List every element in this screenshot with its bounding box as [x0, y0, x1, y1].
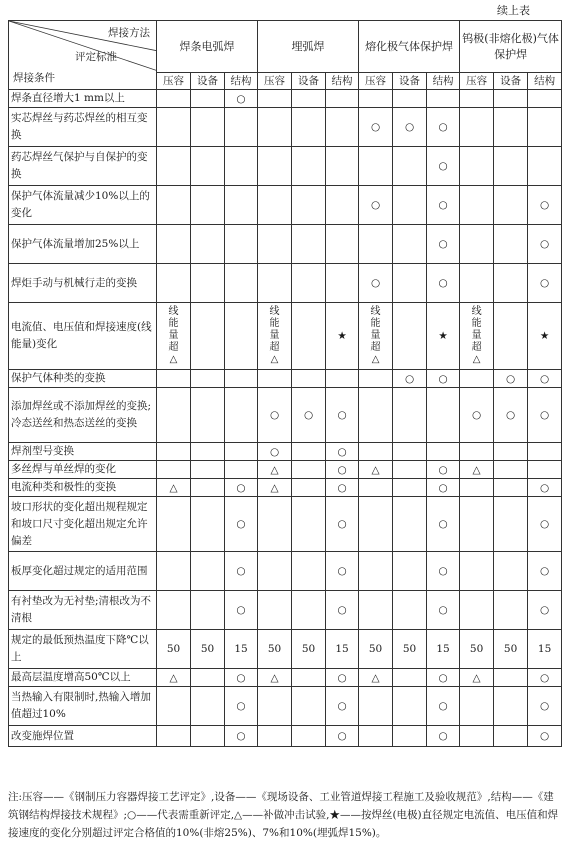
mark-cell [258, 147, 292, 186]
mark-cell [528, 108, 562, 147]
mark-cell [494, 669, 528, 687]
condition-cell: 实芯焊丝与药芯焊丝的相互变换 [9, 108, 157, 147]
condition-cell: 最高层温度增高50℃以上 [9, 669, 157, 687]
mark-cell: ○ [326, 443, 359, 461]
mark-cell [359, 90, 393, 108]
mark-cell [359, 552, 393, 591]
mark-cell [494, 303, 528, 370]
mark-cell: ○ [528, 497, 562, 552]
mark-cell [191, 264, 225, 303]
mark-cell [258, 108, 292, 147]
mark-cell [359, 687, 393, 726]
condition-cell: 保护气体种类的变换 [9, 370, 157, 388]
mark-cell [460, 370, 494, 388]
table-row [9, 225, 562, 264]
sub-header: 结构 [528, 73, 562, 90]
mark-cell: ○ [326, 388, 359, 443]
mark-cell: ○ [528, 264, 562, 303]
mark-cell: ○ [225, 497, 258, 552]
mark-cell [191, 388, 225, 443]
mark-cell: △ [258, 479, 292, 497]
sub-header: 结构 [427, 73, 460, 90]
mark-cell: 15 [427, 630, 460, 669]
mark-cell [191, 461, 225, 479]
mark-cell [393, 225, 427, 264]
mark-cell [157, 264, 191, 303]
mark-cell [292, 90, 326, 108]
mark-cell [460, 108, 494, 147]
mark-cell [427, 90, 460, 108]
mark-cell [460, 264, 494, 303]
mark-cell [157, 552, 191, 591]
mark-cell [225, 147, 258, 186]
condition-cell: 焊炬手动与机械行走的变换 [9, 264, 157, 303]
mark-cell: △ [258, 461, 292, 479]
mark-cell [326, 264, 359, 303]
table-row [9, 186, 562, 225]
mark-cell [225, 370, 258, 388]
mark-cell [258, 90, 292, 108]
mark-cell [225, 186, 258, 225]
mark-cell [191, 108, 225, 147]
mark-cell [393, 90, 427, 108]
mark-cell [191, 443, 225, 461]
mark-cell: ○ [528, 225, 562, 264]
mark-cell [157, 461, 191, 479]
mark-cell [460, 303, 494, 370]
mark-cell [359, 726, 393, 747]
mark-cell: ○ [258, 443, 292, 461]
mark-cell: ○ [427, 147, 460, 186]
mark-cell [460, 90, 494, 108]
mark-cell [258, 225, 292, 264]
mark-cell [460, 147, 494, 186]
mark-cell [393, 147, 427, 186]
mark-cell [292, 303, 326, 370]
mark-cell [191, 225, 225, 264]
mark-cell [157, 370, 191, 388]
table-row [9, 147, 562, 186]
mark-cell: ○ [528, 687, 562, 726]
table-row [9, 303, 562, 370]
mark-cell: ○ [326, 497, 359, 552]
mark-cell [494, 591, 528, 630]
mark-cell [393, 461, 427, 479]
mark-cell [393, 687, 427, 726]
corner-spec-label: 评定标准 [75, 51, 117, 63]
mark-cell [157, 591, 191, 630]
mark-cell: ○ [427, 726, 460, 747]
mark-cell: 50 [494, 630, 528, 669]
mark-cell [191, 726, 225, 747]
mark-cell [393, 591, 427, 630]
mark-cell [292, 370, 326, 388]
mark-cell [494, 497, 528, 552]
condition-cell: 板厚变化超过规定的适用范围 [9, 552, 157, 591]
mark-cell: 15 [528, 630, 562, 669]
mark-cell: △ [460, 669, 494, 687]
mark-cell [494, 186, 528, 225]
mark-cell [191, 147, 225, 186]
mark-cell: ○ [427, 687, 460, 726]
mark-cell [427, 443, 460, 461]
mark-cell [225, 303, 258, 370]
mark-cell [528, 90, 562, 108]
vertical-mark-text: 线能量超△ [269, 306, 280, 365]
mark-cell [393, 669, 427, 687]
mark-cell [157, 147, 191, 186]
mark-cell [326, 147, 359, 186]
mark-cell [460, 687, 494, 726]
mark-cell [157, 726, 191, 747]
mark-cell: ○ [326, 591, 359, 630]
mark-cell [460, 726, 494, 747]
mark-cell: ○ [225, 479, 258, 497]
mark-cell [359, 147, 393, 186]
mark-cell: ○ [225, 552, 258, 591]
table-row [9, 630, 562, 669]
mark-cell: ○ [528, 388, 562, 443]
table-row [9, 388, 562, 443]
mark-cell [258, 264, 292, 303]
condition-cell: 药芯焊丝气保护与自保护的变换 [9, 147, 157, 186]
mark-cell [292, 264, 326, 303]
mark-cell: ○ [427, 479, 460, 497]
condition-cell: 改变施焊位置 [9, 726, 157, 747]
mark-cell: ○ [427, 552, 460, 591]
mark-cell: △ [157, 479, 191, 497]
mark-cell: ○ [225, 591, 258, 630]
sub-header: 设备 [191, 73, 225, 90]
mark-cell: ○ [225, 669, 258, 687]
mark-cell [528, 443, 562, 461]
condition-cell: 电流种类和极性的变换 [9, 479, 157, 497]
vertical-mark-text: 线能量超△ [168, 306, 179, 365]
mark-cell [258, 497, 292, 552]
mark-cell [393, 264, 427, 303]
mark-cell: ○ [326, 461, 359, 479]
mark-cell [191, 479, 225, 497]
mark-cell [359, 591, 393, 630]
mark-cell: △ [359, 461, 393, 479]
mark-cell: △ [157, 669, 191, 687]
group-header: 熔化极气体保护焊 [359, 21, 460, 73]
mark-cell: △ [359, 669, 393, 687]
mark-cell [292, 108, 326, 147]
mark-cell: ○ [494, 388, 528, 443]
mark-cell: ○ [326, 479, 359, 497]
mark-cell [393, 388, 427, 443]
mark-cell [292, 687, 326, 726]
mark-cell [326, 186, 359, 225]
mark-cell [460, 186, 494, 225]
mark-cell: 50 [157, 630, 191, 669]
table-row [9, 108, 562, 147]
mark-cell [292, 225, 326, 264]
condition-cell: 焊条直径增大1 mm以上 [9, 90, 157, 108]
mark-cell [359, 388, 393, 443]
mark-cell [494, 552, 528, 591]
mark-cell [157, 443, 191, 461]
mark-cell [157, 186, 191, 225]
table-row [9, 726, 562, 747]
mark-cell [225, 108, 258, 147]
mark-cell [359, 225, 393, 264]
group-header: 钨极(非熔化极)气体保护焊 [460, 21, 562, 73]
mark-cell: 15 [225, 630, 258, 669]
mark-cell [494, 687, 528, 726]
mark-cell [393, 479, 427, 497]
mark-cell [393, 552, 427, 591]
mark-cell [359, 497, 393, 552]
sub-header: 压容 [157, 73, 191, 90]
table-row [9, 443, 562, 461]
group-header: 焊条电弧焊 [157, 21, 258, 73]
mark-cell [191, 591, 225, 630]
table-row [9, 552, 562, 591]
table-row [9, 591, 562, 630]
mark-cell [427, 388, 460, 443]
mark-cell [494, 726, 528, 747]
condition-cell: 坡口形状的变化超出规程规定和坡口尺寸变化超出规定允许偏差 [9, 497, 157, 552]
mark-cell [326, 225, 359, 264]
mark-cell: ○ [427, 461, 460, 479]
mark-cell [494, 225, 528, 264]
mark-cell [258, 370, 292, 388]
sub-header: 结构 [225, 73, 258, 90]
welding-evaluation-table [8, 20, 562, 747]
mark-cell [393, 303, 427, 370]
sub-header: 设备 [393, 73, 427, 90]
mark-cell [225, 443, 258, 461]
table-row [9, 461, 562, 479]
mark-cell [460, 479, 494, 497]
mark-cell: ○ [326, 552, 359, 591]
mark-cell [292, 443, 326, 461]
mark-cell: 50 [258, 630, 292, 669]
mark-cell [393, 443, 427, 461]
mark-cell [292, 552, 326, 591]
condition-cell: 焊剂型号变换 [9, 443, 157, 461]
mark-cell: 15 [326, 630, 359, 669]
condition-cell: 添加焊丝或不添加焊丝的变换;冷态送丝和热态送丝的变换 [9, 388, 157, 443]
condition-cell: 电流值、电压值和焊接速度(线能量)变化 [9, 303, 157, 370]
vertical-mark-text: 线能量超△ [370, 306, 381, 365]
table-row [9, 264, 562, 303]
mark-cell: ○ [326, 687, 359, 726]
sub-header: 压容 [258, 73, 292, 90]
mark-cell: ○ [427, 264, 460, 303]
mark-cell [191, 669, 225, 687]
mark-cell: ○ [359, 186, 393, 225]
mark-cell [393, 186, 427, 225]
mark-cell [460, 443, 494, 461]
mark-cell [494, 147, 528, 186]
group-header: 埋弧焊 [258, 21, 359, 73]
mark-cell [326, 108, 359, 147]
mark-cell: △ [258, 669, 292, 687]
mark-cell: ○ [528, 726, 562, 747]
mark-cell: △ [460, 461, 494, 479]
mark-cell: 50 [460, 630, 494, 669]
mark-cell [258, 303, 292, 370]
mark-cell [258, 687, 292, 726]
mark-cell [292, 591, 326, 630]
vertical-mark-text: 线能量超△ [471, 306, 482, 365]
mark-cell: ○ [427, 108, 460, 147]
table-row [9, 497, 562, 552]
mark-cell [225, 388, 258, 443]
mark-cell [494, 108, 528, 147]
mark-cell: 50 [393, 630, 427, 669]
mark-cell [528, 147, 562, 186]
mark-cell: ○ [393, 370, 427, 388]
mark-cell: ○ [494, 370, 528, 388]
mark-cell [326, 370, 359, 388]
mark-cell [225, 264, 258, 303]
corner-method-label: 焊接方法 [108, 27, 150, 39]
condition-cell: 当热输入有限制时,热输入增加值超过10% [9, 687, 157, 726]
mark-cell [326, 90, 359, 108]
mark-cell: ○ [528, 186, 562, 225]
condition-cell: 保护气体流量减少10%以上的变化 [9, 186, 157, 225]
mark-cell: ○ [225, 726, 258, 747]
mark-cell [258, 552, 292, 591]
mark-cell [292, 479, 326, 497]
mark-cell: ★ [528, 303, 562, 370]
sub-header: 压容 [460, 73, 494, 90]
mark-cell [191, 552, 225, 591]
table-row [9, 370, 562, 388]
mark-cell [157, 687, 191, 726]
mark-cell [393, 497, 427, 552]
mark-cell [292, 726, 326, 747]
mark-cell [393, 726, 427, 747]
mark-cell [191, 303, 225, 370]
sub-header: 设备 [494, 73, 528, 90]
mark-cell [157, 388, 191, 443]
mark-cell [157, 108, 191, 147]
mark-cell [494, 90, 528, 108]
mark-cell: ○ [528, 479, 562, 497]
condition-cell: 规定的最低预热温度下降℃以上 [9, 630, 157, 669]
mark-cell: 50 [292, 630, 326, 669]
mark-cell [157, 303, 191, 370]
mark-cell [225, 225, 258, 264]
table-row [9, 479, 562, 497]
mark-cell [292, 497, 326, 552]
mark-cell [258, 591, 292, 630]
mark-cell: ○ [292, 388, 326, 443]
mark-cell [292, 669, 326, 687]
condition-cell: 保护气体流量增加25%以上 [9, 225, 157, 264]
mark-cell [225, 461, 258, 479]
mark-cell [359, 370, 393, 388]
mark-cell [494, 479, 528, 497]
condition-cell: 有衬垫改为无衬垫;清根改为不清根 [9, 591, 157, 630]
mark-cell [494, 443, 528, 461]
mark-cell [460, 552, 494, 591]
mark-cell [359, 443, 393, 461]
mark-cell [460, 225, 494, 264]
sub-header: 结构 [326, 73, 359, 90]
mark-cell [292, 147, 326, 186]
mark-cell: ○ [258, 388, 292, 443]
mark-cell: ○ [528, 370, 562, 388]
mark-cell [359, 479, 393, 497]
sub-header: 设备 [292, 73, 326, 90]
mark-cell: ○ [427, 370, 460, 388]
mark-cell [528, 461, 562, 479]
corner-condition-label: 焊接条件 [13, 72, 55, 84]
mark-cell: ○ [427, 591, 460, 630]
mark-cell: ○ [427, 225, 460, 264]
mark-cell [191, 497, 225, 552]
mark-cell: ○ [326, 726, 359, 747]
table-row [9, 669, 562, 687]
mark-cell [258, 186, 292, 225]
mark-cell: ○ [427, 497, 460, 552]
mark-cell: 50 [359, 630, 393, 669]
table-row [9, 687, 562, 726]
mark-cell: ○ [393, 108, 427, 147]
mark-cell: ○ [359, 108, 393, 147]
mark-cell [258, 726, 292, 747]
mark-cell [191, 90, 225, 108]
mark-cell [494, 264, 528, 303]
table-row [9, 90, 562, 108]
mark-cell [191, 186, 225, 225]
mark-cell [494, 461, 528, 479]
mark-cell: ○ [528, 552, 562, 591]
header-corner-cell [9, 21, 157, 90]
mark-cell [292, 461, 326, 479]
condition-cell: 多丝焊与单丝焊的变化 [9, 461, 157, 479]
mark-cell [157, 225, 191, 264]
mark-cell: ★ [427, 303, 460, 370]
sub-header: 压容 [359, 73, 393, 90]
mark-cell: ○ [460, 388, 494, 443]
continued-label: 续上表 [497, 4, 530, 17]
mark-cell: 50 [191, 630, 225, 669]
mark-cell [359, 303, 393, 370]
mark-cell [157, 90, 191, 108]
mark-cell [460, 497, 494, 552]
mark-cell: ○ [427, 669, 460, 687]
mark-cell [191, 687, 225, 726]
mark-cell [460, 591, 494, 630]
mark-cell [157, 497, 191, 552]
mark-cell: ○ [225, 687, 258, 726]
mark-cell: ○ [528, 591, 562, 630]
mark-cell [292, 186, 326, 225]
mark-cell: ○ [225, 90, 258, 108]
mark-cell [191, 370, 225, 388]
mark-cell: ○ [528, 669, 562, 687]
mark-cell: ★ [326, 303, 359, 370]
mark-cell: ○ [326, 669, 359, 687]
mark-cell: ○ [427, 186, 460, 225]
mark-cell: ○ [359, 264, 393, 303]
table-footnote: 注:压容——《钢制压力容器焊接工艺评定》,设备——《现场设备、工业管道焊接工程施工及验收规范》,结构——《建筑钢结构焊接技术规程》;○——代表需重新评定,△——补做冲击试验,★——按焊丝(电极)直径规定电流值、电压值和焊接速度的变化分别超过评定合格值的10%(非熔25%)、7%和10%(埋弧焊15%)。 [8, 791, 559, 839]
